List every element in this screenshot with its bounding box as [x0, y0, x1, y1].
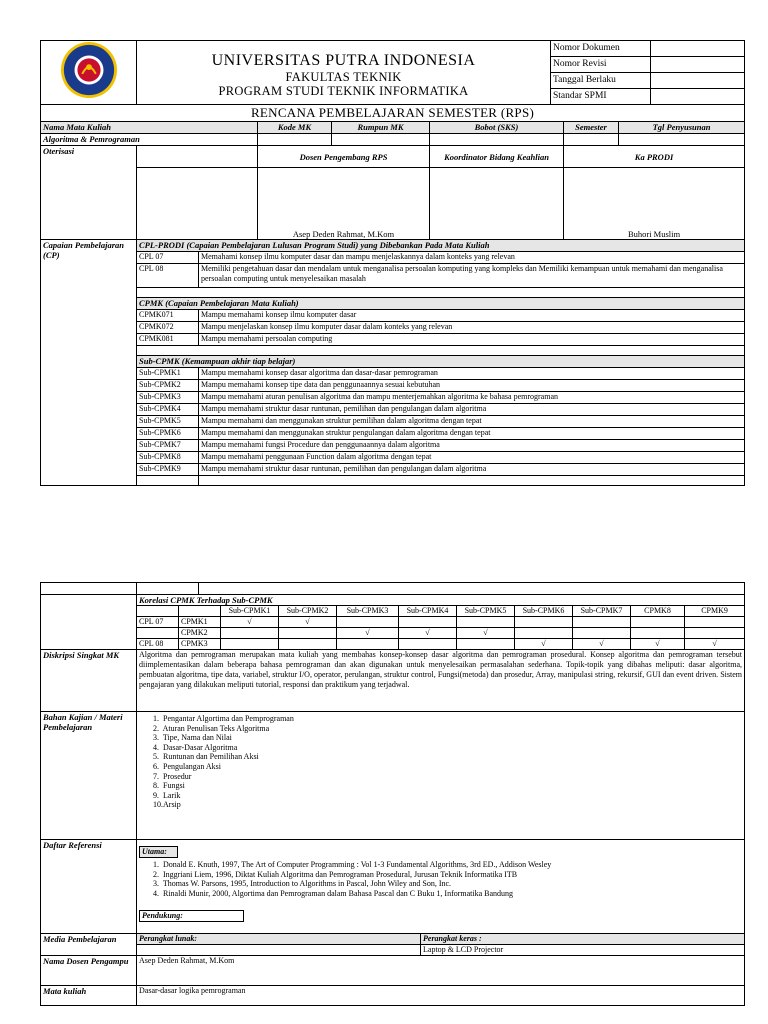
- referensi-utama-label: Utama:: [139, 846, 178, 858]
- semester-value: [564, 134, 619, 146]
- sub-cpmk-text: Mampu memahami struktur dasar runtunan, pemilihan dan pengulangan dalam algoritma: [199, 464, 745, 476]
- korelasi-check: [685, 617, 745, 628]
- sub-cpmk-code: Sub-CPMK4: [137, 404, 199, 416]
- korelasi-check: √: [337, 628, 399, 639]
- korelasi-check: [515, 617, 573, 628]
- cpmk-text: Mampu memahami konsep ilmu komputer dasar: [199, 310, 745, 322]
- korelasi-check: [457, 617, 515, 628]
- korelasi-column-header: CPMK9: [685, 606, 745, 617]
- korelasi-column-header: CPMK8: [631, 606, 685, 617]
- korelasi-cpl: CPL 07: [137, 617, 179, 628]
- korelasi-check: [399, 639, 457, 650]
- perangkat-lunak-value: [137, 945, 421, 956]
- referensi-item: 2. Inggriani Liem, 1996, Diktat Kuliah Algoritma dan Pemrograman Prosedural, Jurusan Teknik Informatika ITB: [153, 869, 518, 879]
- meta-label-nomor-revisi: Nomor Revisi: [551, 57, 651, 73]
- cp-label: Capaian Pembelajaran (CP): [41, 240, 137, 486]
- korelasi-title: Korelasi CPMK Terhadap Sub-CPMK: [137, 595, 745, 606]
- korelasi-check: √: [221, 617, 279, 628]
- dosen-pengampu-value: Asep Deden Rahmat, M.Kom: [137, 956, 745, 986]
- referensi-item: 1. Donald E. Knuth, 1997, The Art of Computer Programming : Vol 1-3 Fundamental Algorithms, 3rd ED., Addison Wesley: [153, 860, 552, 869]
- cp-table: [40, 239, 745, 486]
- rps-page-1: [40, 40, 744, 486]
- cpmk-code: CPMK081: [137, 334, 199, 346]
- korelasi-check: √: [279, 617, 337, 628]
- kaprodi-name: Buhori Muslim: [564, 168, 745, 240]
- bahan-kajian-item: 10.Arsip: [153, 800, 181, 810]
- korelasi-cpmk: CPMK3: [179, 639, 221, 650]
- sub-cpmk-text: Mampu memahami dan menggunakan struktur pemilihan dalam algoritma dengan tepat: [199, 416, 745, 428]
- korelasi-column-header: Sub-CPMK2: [279, 606, 337, 617]
- meta-label-nomor-dokumen: Nomor Dokumen: [551, 41, 651, 57]
- meta-value-nomor-revisi: [651, 57, 745, 73]
- korelasi-check: [685, 628, 745, 639]
- korelasi-check: [337, 617, 399, 628]
- rumpun-mk-header: Rumpun MK: [332, 122, 430, 134]
- korelasi-column-header: Sub-CPMK7: [573, 606, 631, 617]
- logo-cell: [41, 41, 137, 105]
- meta-label-standar-spmi: Standar SPMI: [551, 89, 651, 105]
- korelasi-check: [279, 639, 337, 650]
- referensi-item: 3. Thomas W. Parsons, 1995, Introduction to Algorithms in Pascal, John Wiley and Son, Inc.: [153, 879, 452, 889]
- course-name: Algoritma & Pemrograman: [41, 134, 258, 146]
- tgl-value: [619, 134, 745, 146]
- korelasi-row: [41, 639, 745, 650]
- document-header: [40, 40, 745, 105]
- korelasi-column-header: Sub-CPMK6: [515, 606, 573, 617]
- korelasi-row: [41, 628, 745, 639]
- dosen-pengembang-label: Dosen Pengembang RPS: [258, 146, 430, 168]
- referensi-label: Daftar Referensi: [41, 840, 137, 934]
- sub-cpmk-text: Mampu memahami penggunaan Function dalam algoritma dengan tepat: [199, 452, 745, 464]
- korelasi-check: [457, 639, 515, 650]
- korelasi-check: [221, 628, 279, 639]
- cpmk-text: Mampu memahami persoalan computing: [199, 334, 745, 346]
- korelasi-cpmk: CPMK1: [179, 617, 221, 628]
- korelasi-check: √: [399, 628, 457, 639]
- prasyarat-value: Dasar-dasar logika pemrograman: [137, 986, 745, 1006]
- cpmk-code: CPMK071: [137, 310, 199, 322]
- cpmk-header: CPMK (Capaian Pembelajaran Mata Kuliah): [137, 298, 745, 310]
- sub-cpmk-code: Sub-CPMK8: [137, 452, 199, 464]
- cpl-code: CPL 07: [137, 252, 199, 264]
- semester-header: Semester: [564, 122, 619, 134]
- bobot-header: Bobot (SKS): [430, 122, 564, 134]
- perangkat-keras-value: Laptop & LCD Projector: [421, 945, 745, 956]
- sub-cpmk-text: Mampu memahami konsep tipe data dan penggunaannya sesuai kebutuhan: [199, 380, 745, 392]
- koordinator-label: Koordinator Bidang Keahlian: [430, 146, 564, 168]
- university-name: UNIVERSITAS PUTRA INDONESIA: [211, 51, 476, 69]
- sub-cpmk-text: Mampu memahami dan menggunakan struktur pengulangan dalam algoritma dengan tepat: [199, 428, 745, 440]
- bahan-kajian-item: 4. Dasar-Dasar Algoritma: [153, 742, 238, 752]
- cpmk-code: CPMK072: [137, 322, 199, 334]
- meta-value-nomor-dokumen: [651, 41, 745, 57]
- bahan-kajian-item: 6. Pengulangan Aksi: [153, 761, 221, 771]
- korelasi-check: √: [631, 639, 685, 650]
- korelasi-column-header: Sub-CPMK1: [221, 606, 279, 617]
- sub-cpmk-header: Sub-CPMK (Kemampuan akhir tiap belajar): [137, 356, 745, 368]
- cpmk-text: Mampu menjelaskan konsep ilmu komputer dasar dalam konteks yang relevan: [199, 322, 745, 334]
- bahan-kajian-label: Bahan Kajian / Materi Pembelajaran: [41, 712, 137, 840]
- korelasi-check: [631, 617, 685, 628]
- bahan-kajian-item: 8. Fungsi: [153, 781, 185, 791]
- bahan-kajian-item: 2. Aturan Penulisan Teks Algoritma: [153, 723, 270, 733]
- korelasi-check: [573, 628, 631, 639]
- faculty-name: FAKULTAS TEKNIK: [285, 69, 402, 84]
- rumpun-mk-value: [332, 134, 430, 146]
- korelasi-check: [573, 617, 631, 628]
- kode-mk-header: Kode MK: [258, 122, 332, 134]
- deskripsi-text: Algoritma dan pemrograman merupakan mata kuliah yang membahas konsep-konsep dasar algoritma dan pemrograman prosedural. Konsep algoritma dan pemrograman tersebut diimplementasikan dalam beberapa bahasa pemrograman dan akan digunakan untuk menyelesaikan permasalahan sederhana. Topik-topik yang dibahas meliputi: dasar algoritma, pembuatan algoritma, tipe data, variabel, struktur I/O, operator, perulangan, struktur control, Fungsi(metoda) dan prosedur, Array, manipulasi string, rekursif, GUI dan event driven. Sistem pengajaran yang dilakukan meliputi tutorial, responsi dan praktikum yang terjadwal.: [137, 650, 745, 712]
- korelasi-check: [515, 628, 573, 639]
- koordinator-signature: [430, 168, 564, 240]
- referensi-item: 4. Rinaldi Munir, 2000, Algortima dan Pemrograman dalam Bahasa Pascal dan C Buku 1, Informatika Bandung: [153, 888, 514, 898]
- korelasi-check: [399, 617, 457, 628]
- cpl-text: Memiliki pengetahuan dasar dan mendalam untuk menganalisa persoalan komputing yang kompleks dan Memiliki kemampuan untuk memahami dan menganalisa persoalan computing untuk menyelesaikan masalah: [199, 264, 745, 288]
- bobot-value: [430, 134, 564, 146]
- dosen-pengampu-label: Nama Dosen Pengampu: [41, 956, 137, 986]
- cpl-text: Memahami konsep ilmu komputer dasar dan mampu menjelaskannya dalam konteks yang relevan: [199, 252, 745, 264]
- sub-cpmk-code: Sub-CPMK6: [137, 428, 199, 440]
- rps-title: RENCANA PEMBELAJARAN SEMESTER (RPS): [41, 105, 745, 122]
- bahan-kajian-item: 9. Larik: [153, 790, 181, 800]
- deskripsi-label: Diskripsi Singkat MK: [41, 650, 137, 712]
- cpl-code: CPL 08: [137, 264, 199, 288]
- bahan-kajian-item: 3. Tipe, Nama dan Nilai: [153, 733, 232, 743]
- sub-cpmk-code: Sub-CPMK7: [137, 440, 199, 452]
- title-block: [137, 41, 551, 105]
- sub-cpmk-code: Sub-CPMK3: [137, 392, 199, 404]
- korelasi-check: [631, 628, 685, 639]
- korelasi-table: [40, 594, 745, 650]
- prasyarat-label: Mata kuliah: [41, 986, 137, 1006]
- bahan-kajian-item: 5. Runtunan dan Pemilihan Aksi: [153, 752, 259, 762]
- korelasi-cpl: [137, 628, 179, 639]
- korelasi-check: [337, 639, 399, 650]
- korelasi-cpl: CPL 08: [137, 639, 179, 650]
- korelasi-check: √: [515, 639, 573, 650]
- sub-cpmk-code: Sub-CPMK1: [137, 368, 199, 380]
- detail-table: [40, 649, 745, 1006]
- korelasi-cpmk: CPMK2: [179, 628, 221, 639]
- sub-cpmk-code: Sub-CPMK2: [137, 380, 199, 392]
- sub-cpmk-text: Mampu memahami struktur dasar runtunan, pemilihan dan pengulangan dalam algoritma: [199, 404, 745, 416]
- kode-mk-value: [258, 134, 332, 146]
- korelasi-check: √: [685, 639, 745, 650]
- rps-page-2: [40, 582, 744, 1006]
- referensi-content: [137, 840, 745, 934]
- korelasi-column-header: Sub-CPMK5: [457, 606, 515, 617]
- korelasi-column-header: Sub-CPMK4: [399, 606, 457, 617]
- dosen-pengembang-name: Asep Deden Rahmat, M.Kom: [258, 168, 430, 240]
- bahan-kajian-item: 7. Prosedur: [153, 771, 192, 781]
- sub-cpmk-text: Mampu memahami fungsi Procedure dan penggunaannya dalam algoritma: [199, 440, 745, 452]
- tgl-penyusunan-header: Tgl Penyusunan: [619, 122, 745, 134]
- bahan-kajian-item: 1. Pengantar Algortima dan Pemprograman: [153, 714, 294, 723]
- sub-cpmk-code: Sub-CPMK9: [137, 464, 199, 476]
- otorisasi-label: Oterisasi: [41, 146, 137, 240]
- rps-main-table: [40, 104, 745, 240]
- referensi-pendukung-label: Pendukung:: [139, 910, 244, 922]
- sub-cpmk-text: Mampu memahami aturan penulisan algoritma dan mampu menterjemahkan algoritma ke bahasa pemrograman: [199, 392, 745, 404]
- meta-value-tanggal-berlaku: [651, 73, 745, 89]
- korelasi-check: √: [457, 628, 515, 639]
- program-name: PROGRAM STUDI TEKNIK INFORMATIKA: [218, 83, 469, 98]
- korelasi-row: [41, 617, 745, 628]
- nama-mk-header: Nama Mata Kuliah: [41, 122, 258, 134]
- korelasi-column-header: Sub-CPMK3: [337, 606, 399, 617]
- meta-label-tanggal-berlaku: Tanggal Berlaku: [551, 73, 651, 89]
- university-logo-icon: [60, 41, 118, 99]
- bahan-kajian-list: [137, 712, 745, 840]
- korelasi-check: [279, 628, 337, 639]
- media-label: Media Pembelajaran: [41, 934, 137, 956]
- sub-cpmk-text: Mampu memahami konsep dasar algoritma dan dasar-dasar pemrograman: [199, 368, 745, 380]
- meta-value-standar-spmi: [651, 89, 745, 105]
- korelasi-check: [221, 639, 279, 650]
- perangkat-keras-label: Perangkat keras :: [421, 934, 745, 945]
- sub-cpmk-code: Sub-CPMK5: [137, 416, 199, 428]
- korelasi-check: √: [573, 639, 631, 650]
- kaprodi-label: Ka PRODI: [564, 146, 745, 168]
- perangkat-lunak-label: Perangkat lunak:: [137, 934, 421, 945]
- cpl-header: CPL-PRODI (Capaian Pembelajaran Lulusan Program Studi) yang Dibebankan Pada Mata Kuliah: [137, 240, 745, 252]
